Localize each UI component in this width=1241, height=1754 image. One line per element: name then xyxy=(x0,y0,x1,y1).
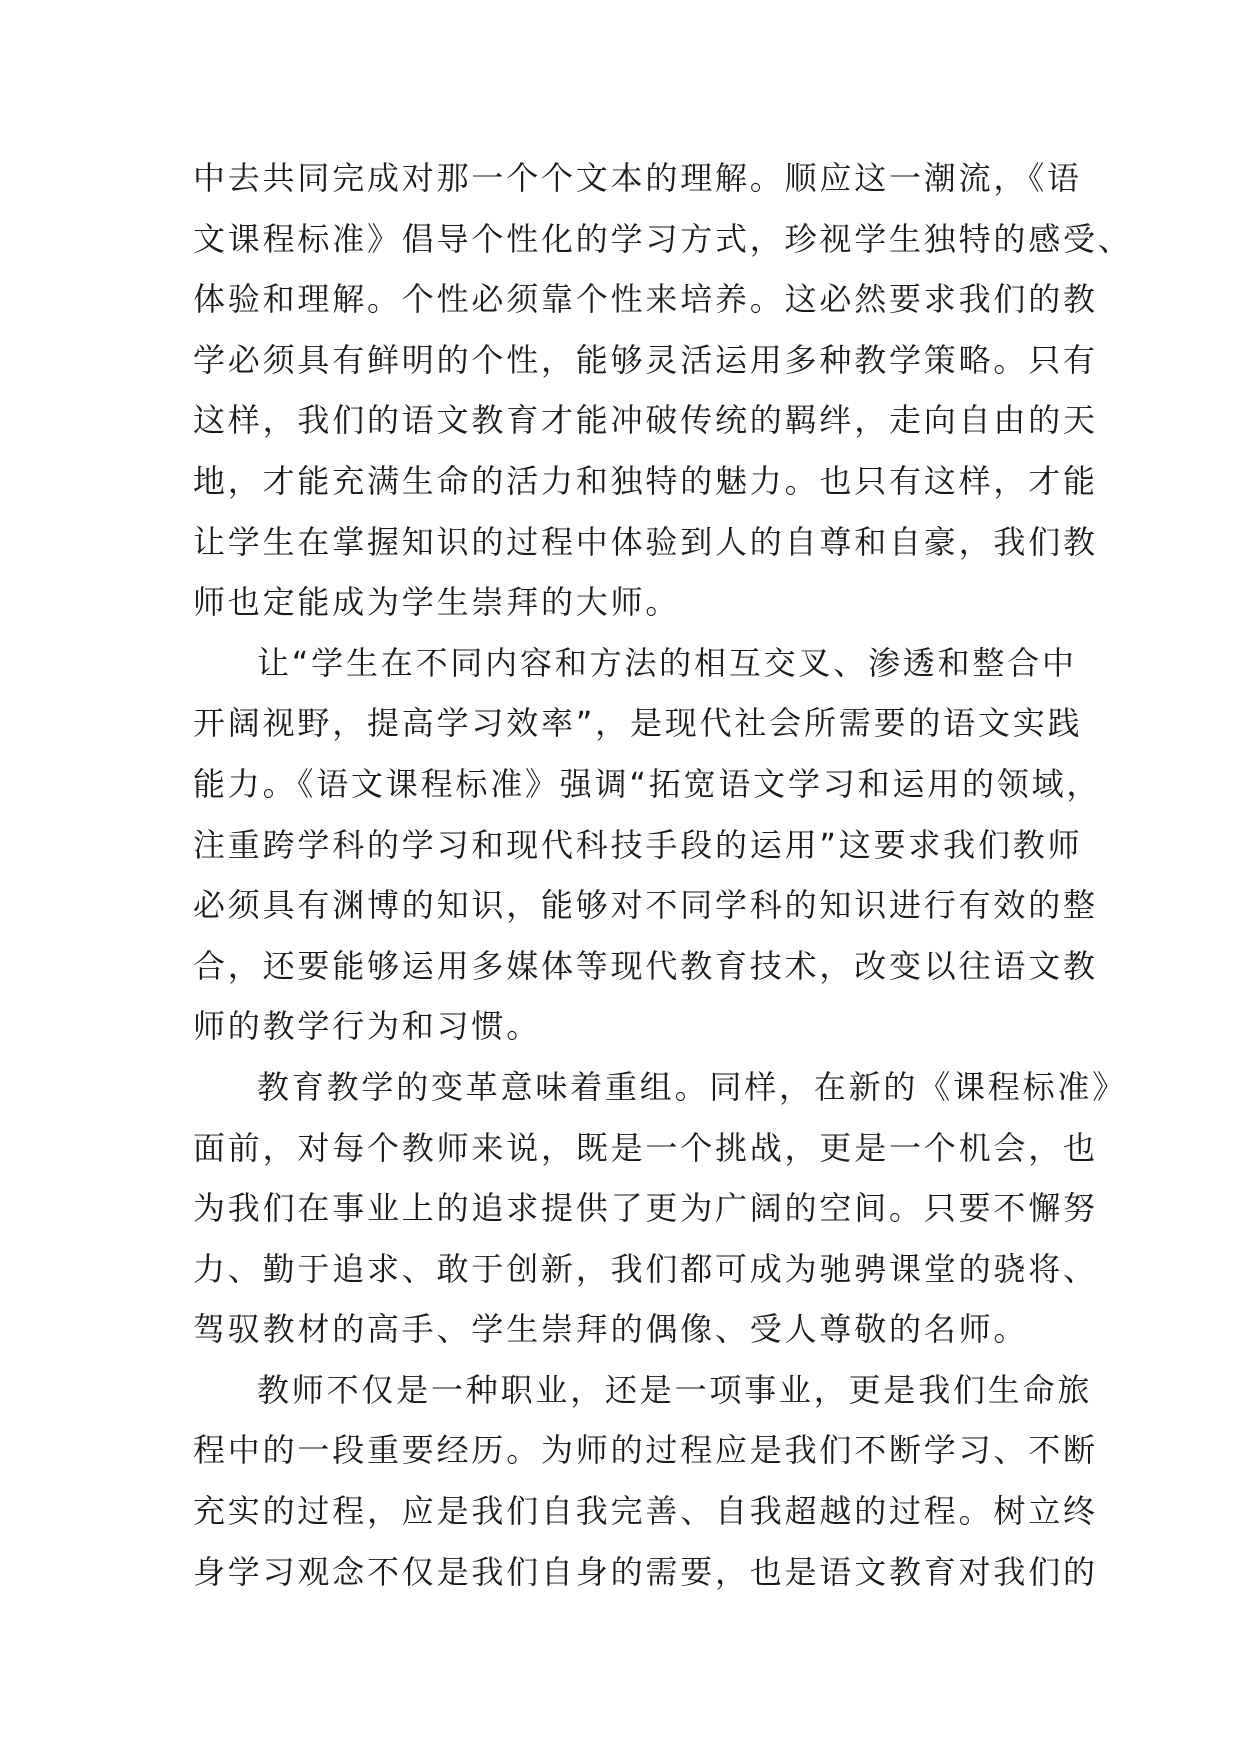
text-line: 身学习观念不仅是我们自身的需要，也是语文教育对我们的 xyxy=(193,1552,1098,1591)
text-line: 力、勤于追求、敢于创新，我们都可成为驰骋课堂的骁将、 xyxy=(193,1249,1098,1288)
paragraph-first-line: 教育教学的变革意味着重组。同样，在新的《课程标准》 xyxy=(257,1067,1128,1106)
text-line: 师的教学行为和习惯。 xyxy=(193,1007,542,1046)
text-line: 合，还要能够运用多媒体等现代教育技术，改变以往语文教 xyxy=(193,946,1098,985)
text-line: 地，才能充满生命的活力和独特的魅力。也只有这样，才能 xyxy=(193,461,1098,500)
text-line: 学必须具有鲜明的个性，能够灵活运用多种教学策略。只有 xyxy=(193,340,1098,379)
text-line: 程中的一段重要经历。为师的过程应是我们不断学习、不断 xyxy=(193,1431,1098,1470)
text-line: 为我们在事业上的追求提供了更为广阔的空间。只要不懈努 xyxy=(193,1189,1098,1228)
body-text xyxy=(193,148,1133,1602)
text-line: 注重跨学科的学习和现代科技手段的运用”这要求我们教师 xyxy=(193,825,1083,864)
text-line: 开阔视野，提高学习效率”，是现代社会所需要的语文实践 xyxy=(193,704,1083,743)
text-line: 文课程标准》倡导个性化的学习方式，珍视学生独特的感受、 xyxy=(193,219,1133,258)
text-line: 这样，我们的语文教育才能冲破传统的羁绊，走向自由的天 xyxy=(193,401,1098,440)
text-line: 驾驭教材的高手、学生崇拜的偶像、受人尊敬的名师。 xyxy=(193,1310,1029,1349)
text-line: 中去共同完成对那一个个文本的理解。顺应这一潮流，《语 xyxy=(193,159,1082,197)
text-line: 体验和理解。个性必须靠个性来培养。这必然要求我们的教 xyxy=(193,280,1098,319)
text-line: 必须具有渊博的知识，能够对不同学科的知识进行有效的整 xyxy=(193,886,1098,925)
paragraph-first-line: 让“学生在不同内容和方法的相互交叉、渗透和整合中 xyxy=(257,643,1077,682)
text-line: 让学生在掌握知识的过程中体验到人的自尊和自豪，我们教 xyxy=(193,522,1098,561)
text-line: 能力。《语文课程标准》强调“拓宽语文学习和运用的领域， xyxy=(193,764,1102,803)
text-line: 师也定能成为学生崇拜的大师。 xyxy=(193,583,681,622)
paragraph-first-line: 教师不仅是一种职业，还是一项事业，更是我们生命旅 xyxy=(257,1370,1093,1409)
text-line: 面前，对每个教师来说，既是一个挑战，更是一个机会，也 xyxy=(193,1128,1098,1167)
text-line: 充实的过程，应是我们自我完善、自我超越的过程。树立终 xyxy=(193,1492,1098,1531)
